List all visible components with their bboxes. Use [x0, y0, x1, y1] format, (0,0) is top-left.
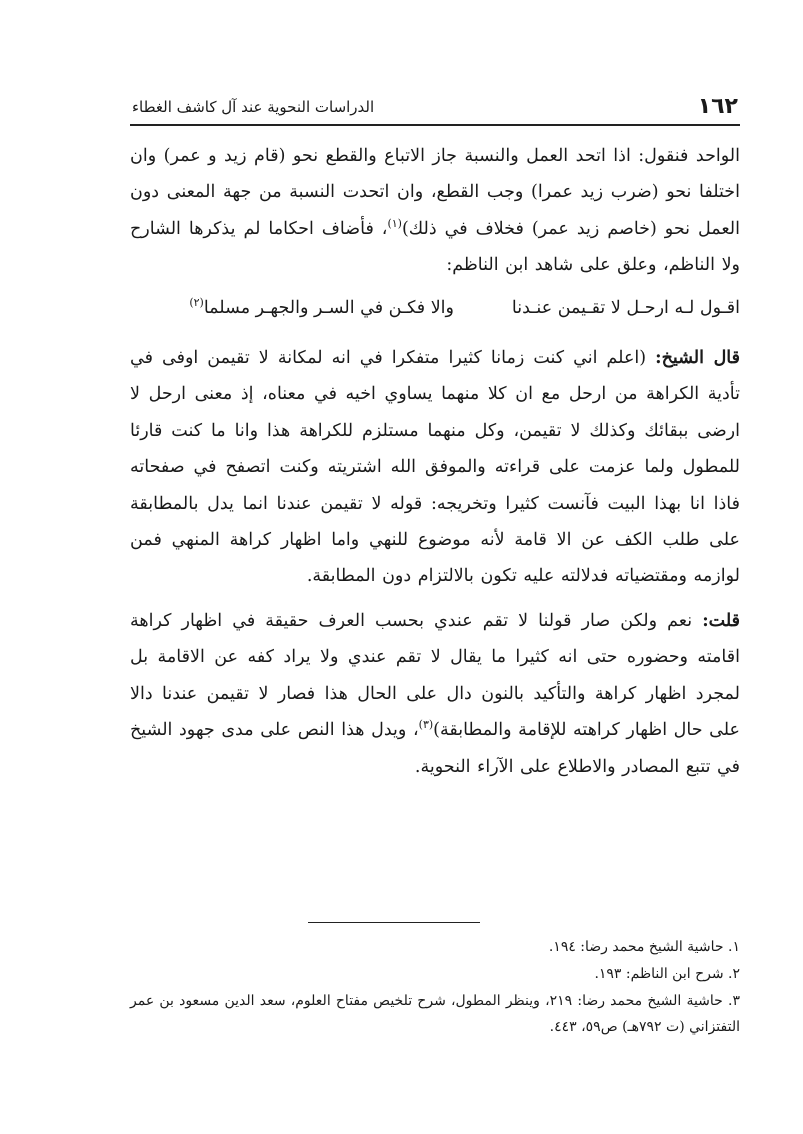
paragraph-3 [130, 603, 740, 785]
footnote-1: ١. حاشية الشيخ محمد رضا: ١٩٤. [548, 939, 740, 955]
footnote-divider [308, 922, 480, 923]
paragraph-2-text: (اعلم اني كنت زمانا كثيرا متفكرا في انه لمكانة لا تقيمن اوفى في تأدية الكراهة من ارحل مع ان كلا منهما يساوي اخيه في معناه، إذ معنى ارحل لا ارضى ببقائك وكذلك لا تقيمن، وكل منهما مستلزم للكراهة هذا وانا ما كنت قارئا للمطول ولما عزمت على قراءته والموفق الله اشتريته وكنت اتصفح في صفحاته فاذا انا بهذا البيت فآنست كثيرا وتخريجه: قوله لا تقيمن عندنا انما يدل بالمطابقة على طلب الكف عن الا قامة لأنه موضوع للنهي واما اظهار كراهة المنهي فمن لوازمه ومقتضياته فدلالته عليه تكون بالالتزام دون المطابقة. [130, 348, 740, 587]
running-header [130, 86, 740, 126]
footnotes [130, 934, 740, 1040]
footnote-2: ٢. شرح ابن الناظم: ١٩٣. [594, 966, 740, 982]
book-title: الدراسات النحوية عند آل كاشف الغطاء [132, 98, 375, 116]
verse-second-hemistich [189, 290, 454, 326]
paragraph-2-lead: قال الشيخ: [655, 348, 740, 369]
footnote-ref-3[interactable]: (٣) [418, 718, 434, 732]
footnote-ref-2[interactable]: (٢) [189, 295, 204, 309]
paragraph-1-text: الواحد فنقول: اذا اتحد العمل والنسبة جاز الاتباع والقطع نحو (قام زيد و عمر) وان اختلفا نحو (ضرب زيد عمرا) وجب القطع، وان اتحدت النسبة من جهة المعنى دون العمل نحو (خاصم زيد عمر) فخلاف في ذلك) [130, 146, 740, 239]
footnote-3: ٣. حاشية الشيخ محمد رضا: ٢١٩، وينظر المطول، شرح تلخيص مفتاح العلوم، سعد الدين مسعود بن عمر التفتزاني (ت ٧٩٢هـ) ص٥٩، ٤٤٣. [130, 993, 740, 1035]
paragraph-3-lead: قلت: [702, 610, 740, 631]
poetry-verse [130, 290, 740, 326]
verse-first-hemistich: اقـول لـه ارحـل لا تقـيمن عنـدنا [511, 297, 740, 318]
page-number: ١٦٢ [697, 94, 738, 119]
page [130, 86, 740, 785]
paragraph-3-text: نعم ولكن صار قولنا لا تقم عندي بحسب العرف حقيقة في اظهار كراهة اقامته وحضوره حتى انه كثيرا ما يقال لا تقم عندي ولا يراد كفه عن الاقامة بل لمجرد اظهار كراهة والتأكيد بالنون دال على الحال هذا فصار لا تقيمن عندنا دالا على حال اظهار كراهته للإقامة والمطابقة) [130, 610, 740, 741]
paragraph-1 [130, 138, 740, 284]
verse-second-text: والا فكـن في السـر والجهـر مسلما [203, 297, 454, 318]
paragraph-1-tail: ، فأضاف احكاما لم يذكرها الشارح ولا الناظم، وعلق على شاهد ابن الناظم: [130, 218, 740, 276]
paragraph-3-tail: ، ويدل هذا النص على مدى جهود الشيخ في تتبع المصادر والاطلاع على الآراء النحوية. [130, 720, 740, 777]
paragraph-2 [130, 340, 740, 595]
footnote-ref-1[interactable]: (١) [387, 216, 402, 230]
body-text [130, 138, 740, 785]
